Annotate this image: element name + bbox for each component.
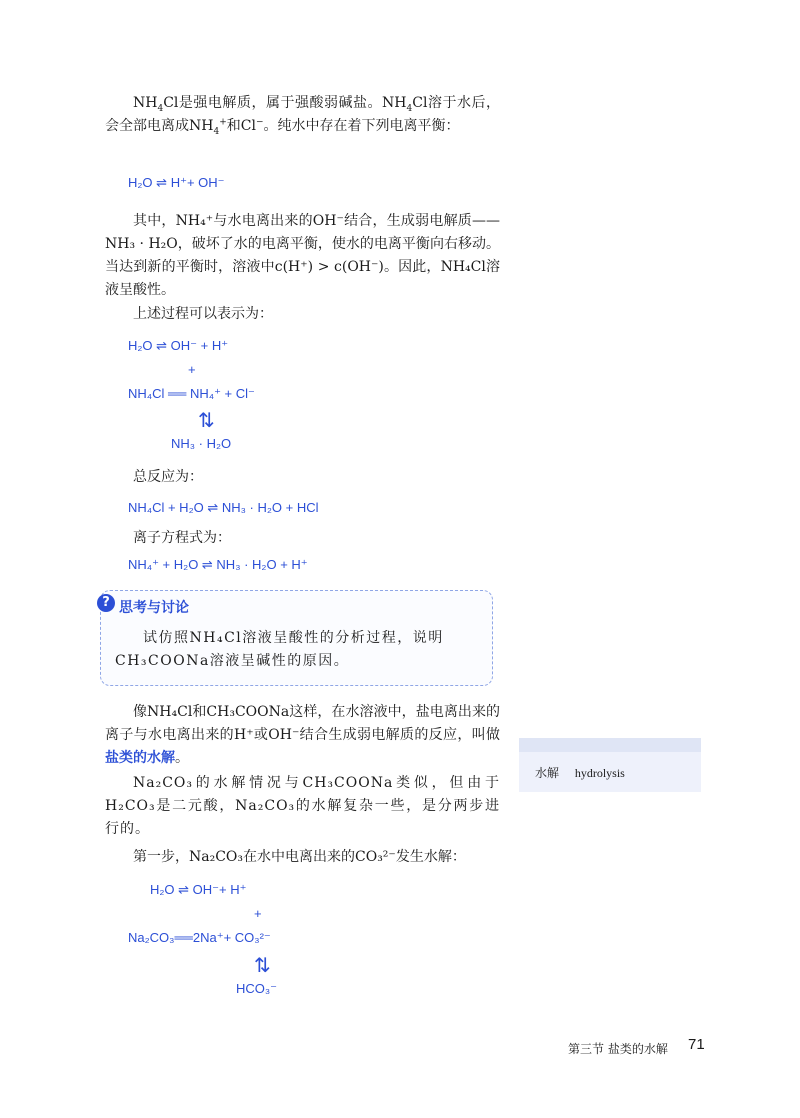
- scheme2-arrow-icon: ⇅: [254, 955, 271, 977]
- scheme1-plus: +: [188, 362, 196, 377]
- superscript: −: [255, 117, 264, 128]
- equation-total: NH₄Cl + H₂O ⇌ NH₃ · H₂O + HCl: [128, 500, 319, 515]
- equation-water-ionization: [128, 175, 225, 191]
- glossary-bar: [519, 738, 701, 752]
- scheme1-row1: H₂O ⇌ OH⁻ + H⁺: [128, 338, 229, 353]
- scheme2-row1: H₂O ⇌ OH⁻+ H⁺: [150, 882, 247, 897]
- glossary-box: [519, 752, 701, 792]
- paragraph-total-reaction: 总反应为：: [133, 469, 203, 485]
- paragraph-hydrolysis-definition: [105, 701, 500, 770]
- paragraph-na2co3: Na₂CO₃的水解情况与CH₃COONa类似，但由于H₂CO₃是二元酸，Na₂CO₃的水解复杂一些，是分两步进行的。: [105, 775, 500, 837]
- text-run: 和Cl: [226, 118, 256, 134]
- text-run: 。: [175, 750, 189, 766]
- glossary-term-cn: 水解: [535, 766, 560, 780]
- paragraph-explanation: 其中，NH₄⁺与水电离出来的OH⁻结合，生成弱电解质——NH₃ · H₂O，破坏了水的电离平衡，使水的电离平衡向右移动。当达到新的平衡时，溶液中c(H⁺) > c(OH⁻)。因此，NH₄Cl溶液呈酸性。: [105, 213, 500, 298]
- subscript: 4: [157, 103, 164, 114]
- text-run: 。纯水中存在着下列电离平衡：: [263, 118, 460, 134]
- subscript: 4: [406, 103, 413, 114]
- scheme1-arrow-icon: ⇅: [198, 410, 215, 432]
- paragraph-intro: [105, 92, 500, 138]
- scheme2-row3: HCO₃⁻: [236, 981, 278, 996]
- keyword-hydrolysis: 盐类的水解: [105, 750, 175, 766]
- text-run: 像NH₄Cl和CH₃COONa这样，在水溶液中，盐电离出来的离子与水电离出来的H⁺或OH⁻结合生成弱电解质的反应，叫做: [105, 704, 500, 743]
- think-discuss-box: [100, 590, 493, 686]
- glossary-term: [535, 764, 625, 781]
- text-run: Cl溶于水后，会全部电离成NH: [105, 95, 500, 134]
- footer-section: 第三节 盐类的水解: [568, 1042, 668, 1056]
- scheme2-plus: +: [254, 906, 262, 921]
- scheme2-row2: Na₂CO₃══2Na⁺+ CO₃²⁻: [128, 930, 271, 945]
- eq-right: H⁺+ OH⁻: [170, 175, 225, 190]
- superscript: +: [219, 117, 227, 128]
- question-icon: ?: [97, 594, 115, 612]
- scheme1-row3: NH₃ · H₂O: [171, 436, 232, 451]
- paragraph-process-intro: 上述过程可以表示为：: [133, 306, 273, 322]
- paragraph-ionic-equation: 离子方程式为：: [133, 530, 231, 546]
- text-run: Cl是强电解质，属于强酸弱碱盐。NH: [163, 95, 407, 111]
- equation-ionic: NH₄⁺ + H₂O ⇌ NH₃ · H₂O + H⁺: [128, 557, 308, 572]
- equilibrium-arrow-icon: ⇌: [156, 175, 168, 190]
- text-run: NH: [133, 95, 158, 111]
- think-discuss-title: 思考与讨论: [119, 599, 189, 615]
- scheme1-row2: NH₄Cl ══ NH₄⁺ + Cl⁻: [128, 386, 255, 401]
- glossary-term-en: hydrolysis: [574, 766, 625, 780]
- subscript: 4: [213, 126, 220, 137]
- page-number: 71: [688, 1036, 705, 1053]
- paragraph-first-step: 第一步，Na₂CO₃在水中电离出来的CO₃²⁻发生水解：: [133, 849, 466, 865]
- think-discuss-text: 试仿照NH₄Cl溶液呈酸性的分析过程，说明CH₃COONa溶液呈碱性的原因。: [115, 630, 444, 669]
- eq-left: H₂O: [128, 175, 153, 190]
